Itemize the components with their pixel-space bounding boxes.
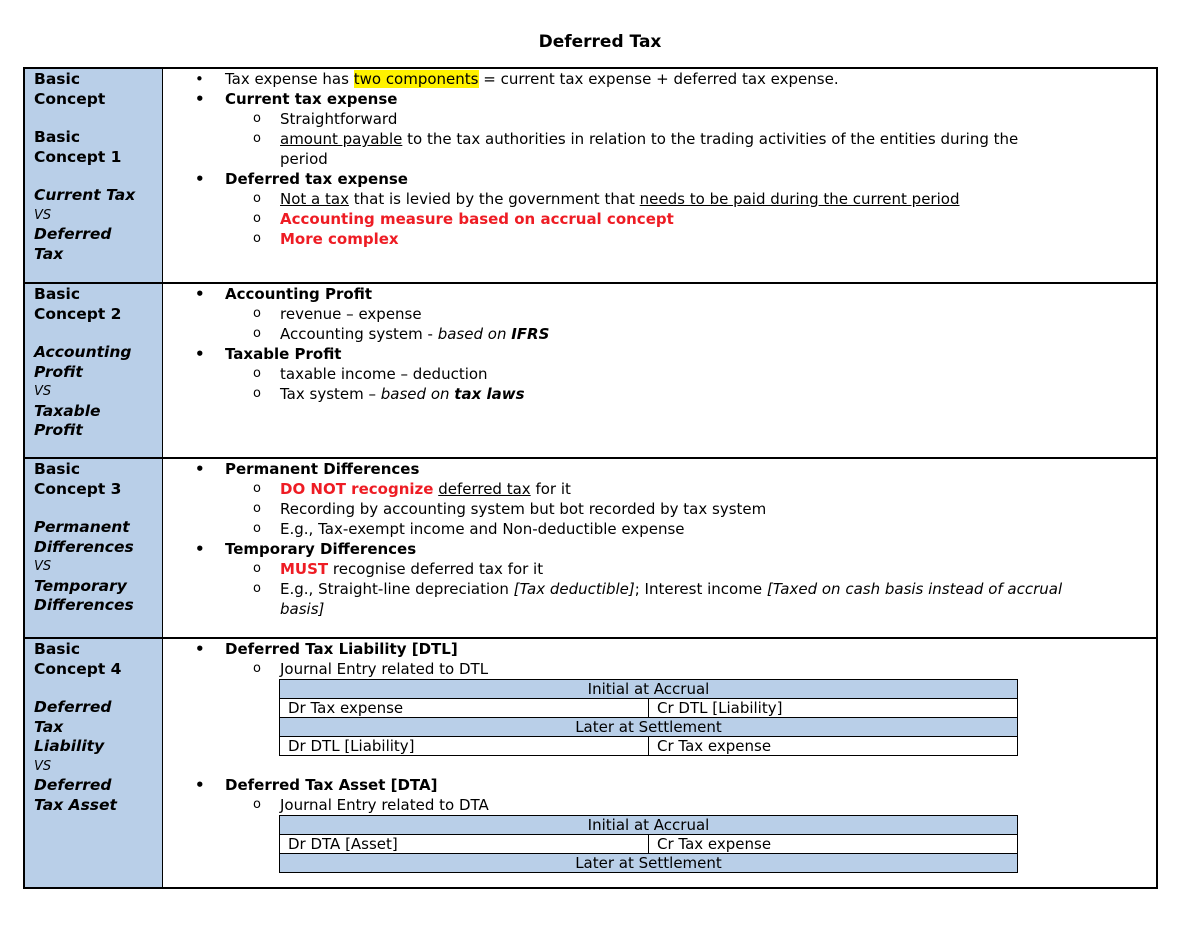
topic-line: Taxable	[34, 401, 101, 420]
topic-line: Accounting	[34, 343, 132, 361]
deferred-tax-table	[23, 67, 1158, 889]
label-line: Concept 1	[34, 147, 122, 166]
sub-bullet-item: o taxable income – deduction	[253, 365, 488, 383]
je-debit-cell: Dr Tax expense	[280, 699, 649, 718]
bullet-icon: •	[195, 90, 205, 108]
circle-bullet-icon: o	[253, 326, 261, 341]
sub-bullet-continuation: basis]	[280, 600, 325, 618]
circle-bullet-icon: o	[253, 561, 261, 576]
sub-bullet-item: o DO NOT recognize deferred tax for it	[253, 480, 571, 498]
label-line: Concept 2	[34, 304, 122, 323]
sub-bullet-item: o Straightforward	[253, 110, 398, 128]
sub-bullet-item: o E.g., Tax-exempt income and Non-deductible expense	[253, 520, 685, 538]
circle-bullet-icon: o	[253, 211, 261, 226]
bullet-item: • Tax expense has two components = current tax expense + deferred tax expense.	[195, 70, 839, 88]
sub-bullet-item: o Tax system – based on tax laws	[253, 385, 525, 403]
label-line: Concept	[34, 89, 106, 108]
bullet-heading: • Permanent Differences	[195, 460, 420, 478]
sub-bullet-item: o Journal Entry related to DTA	[253, 796, 489, 814]
dta-journal-entry-table	[279, 815, 1018, 873]
label-line: Basic	[34, 460, 81, 478]
circle-bullet-icon: o	[253, 481, 261, 496]
concept-row-4	[24, 638, 1157, 888]
circle-bullet-icon: o	[253, 231, 261, 246]
sub-bullet-item: o Accounting measure based on accrual concept	[253, 210, 674, 228]
topic-line: Tax	[34, 244, 64, 263]
je-header: Later at Settlement	[280, 854, 1018, 873]
concept-label-cell	[24, 458, 163, 638]
je-credit-cell: Cr Tax expense	[649, 835, 1018, 854]
label-line: Concept 4	[34, 659, 122, 678]
concept-label-cell	[24, 68, 163, 283]
topic-line: Tax Asset	[34, 795, 117, 814]
circle-bullet-icon: o	[253, 581, 261, 596]
sub-bullet-continuation: period	[280, 150, 328, 168]
circle-bullet-icon: o	[253, 661, 261, 676]
topic-line: Liability	[34, 737, 105, 755]
sub-bullet-item: o Accounting system - based on IFRS	[253, 325, 550, 343]
concept-label-cell	[24, 638, 163, 888]
concept-content-cell	[163, 68, 1158, 283]
sub-bullet-item: o MUST recognise deferred tax for it	[253, 560, 544, 578]
label-line: Basic	[34, 285, 81, 303]
concept-content-cell	[163, 458, 1158, 638]
je-credit-cell: Cr Tax expense	[649, 737, 1018, 756]
vs-label: VS	[34, 758, 52, 774]
concept-content-cell	[163, 283, 1158, 458]
label-line: Basic	[34, 640, 81, 658]
je-header: Initial at Accrual	[280, 816, 1018, 835]
bullet-heading: • Taxable Profit	[195, 345, 342, 363]
label-line: Concept 3	[34, 479, 122, 498]
sub-bullet-item: o E.g., Straight-line depreciation [Tax deductible]; Interest income [Taxed on cash basis instead of accrual	[253, 580, 1063, 598]
concept-row-2	[24, 283, 1157, 458]
vs-label: VS	[34, 207, 52, 223]
bullet-heading: • Current tax expense	[195, 90, 398, 108]
topic-line: Deferred	[34, 698, 112, 716]
concept-label-cell	[24, 283, 163, 458]
bullet-icon: •	[195, 345, 205, 363]
circle-bullet-icon: o	[253, 501, 261, 516]
circle-bullet-icon: o	[253, 131, 261, 146]
topic-line: Profit	[34, 362, 83, 381]
bullet-icon: •	[195, 285, 205, 303]
label-line: Basic	[34, 128, 81, 146]
circle-bullet-icon: o	[253, 386, 261, 401]
sub-bullet-item: o More complex	[253, 230, 399, 248]
bullet-heading: • Deferred Tax Asset [DTA]	[195, 776, 438, 794]
sub-bullet-item: o Recording by accounting system but bot recorded by tax system	[253, 500, 767, 518]
topic-line: Tax	[34, 717, 64, 736]
circle-bullet-icon: o	[253, 306, 261, 321]
topic-line: Current Tax	[34, 186, 136, 204]
je-debit-cell: Dr DTL [Liability]	[280, 737, 649, 756]
je-credit-cell: Cr DTL [Liability]	[649, 699, 1018, 718]
concept-content-cell	[163, 638, 1158, 888]
vs-label: VS	[34, 559, 52, 574]
concept-row-1	[24, 68, 1157, 283]
bullet-heading: • Deferred Tax Liability [DTL]	[195, 640, 458, 658]
topic-line: Permanent	[34, 518, 130, 536]
topic-line: Differences	[34, 537, 134, 556]
je-header: Initial at Accrual	[280, 680, 1018, 699]
topic-line: Differences	[34, 596, 134, 614]
bullet-heading: • Accounting Profit	[195, 285, 372, 303]
topic-line: Profit	[34, 421, 83, 439]
sub-bullet-item: o revenue – expense	[253, 305, 422, 323]
bullet-icon: •	[195, 776, 205, 794]
je-header: Later at Settlement	[280, 718, 1018, 737]
label-line: Basic	[34, 70, 81, 88]
vs-label: VS	[34, 384, 52, 399]
circle-bullet-icon: o	[253, 797, 261, 812]
topic-line: Deferred	[34, 776, 112, 794]
sub-bullet-item: o Journal Entry related to DTL	[253, 660, 489, 678]
topic-line: Temporary	[34, 576, 127, 595]
concept-row-3	[24, 458, 1157, 638]
bullet-icon: •	[195, 70, 204, 88]
bullet-heading: • Temporary Differences	[195, 540, 417, 558]
bullet-heading: • Deferred tax expense	[195, 170, 408, 188]
bullet-icon: •	[195, 170, 205, 188]
topic-line: Deferred	[34, 225, 112, 243]
bullet-icon: •	[195, 540, 205, 558]
sub-bullet-item: o Not a tax that is levied by the government that needs to be paid during the current period	[253, 190, 960, 208]
bullet-icon: •	[195, 640, 205, 658]
highlighted-text: two components	[353, 70, 479, 88]
circle-bullet-icon: o	[253, 191, 261, 206]
bullet-icon: •	[195, 460, 205, 478]
sub-bullet-item: o amount payable to the tax authorities in relation to the trading activities of the entities during the	[253, 130, 1019, 148]
circle-bullet-icon: o	[253, 521, 261, 536]
circle-bullet-icon: o	[253, 366, 261, 381]
dtl-journal-entry-table	[279, 679, 1018, 756]
page-title: Deferred Tax	[538, 32, 662, 52]
circle-bullet-icon: o	[253, 111, 261, 126]
je-debit-cell: Dr DTA [Asset]	[280, 835, 649, 854]
